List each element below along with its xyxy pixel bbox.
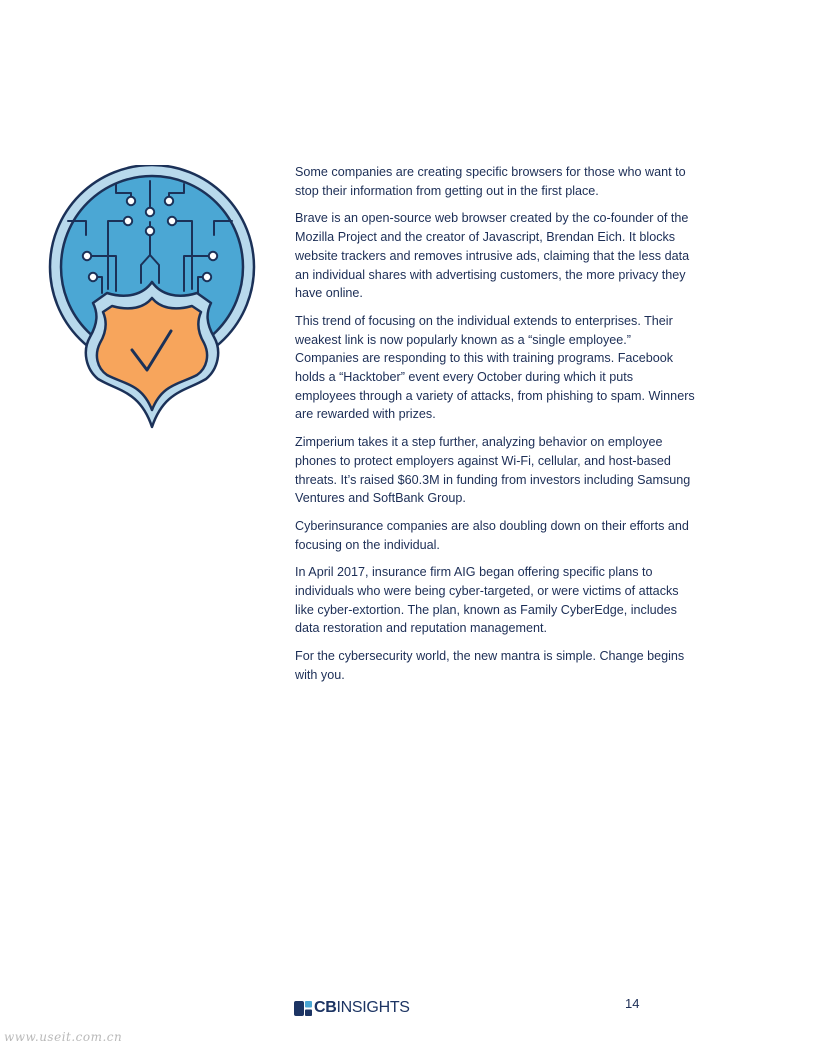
watermark: www.useit.com.cn — [4, 1030, 123, 1044]
logo-wordmark — [314, 999, 410, 1017]
paragraph: Some companies are creating specific browsers for those who want to stop their information from getting out in the first place. — [295, 165, 686, 198]
paragraph: This trend of focusing on the individual extends to enterprises. Their weakest link is now popularly known as a “single employee.” Companies are responding to this with training programs. Facebook holds a “Hacktober” event every October during which it puts employees through a variety of attacks, from phishing to spam. Winners are rewarded with prizes. — [295, 313, 695, 422]
cb-insights-logo — [294, 998, 410, 1018]
logo-wordmark-bold: CB — [314, 999, 337, 1016]
shield-circuit-checkmark-icon — [46, 165, 258, 433]
page-number: 14 — [625, 996, 640, 1011]
paragraph: Zimperium takes it a step further, analyzing behavior on employee phones to protect employers against Wi-Fi, cellular, and host-based threats. It’s raised $60.3M in funding from investors including Samsung Ventures and SoftBank Group. — [295, 435, 691, 506]
paragraph: In April 2017, insurance firm AIG began offering specific plans to individuals who were being cyber-targeted, or were victims of attacks like cyber-extortion. The plan, known as Family CyberEdge, includes data restoration and reputation management. — [295, 565, 679, 636]
shield-circuit-illustration — [46, 165, 258, 433]
paragraph: Cyberinsurance companies are also doubling down on their efforts and focusing on the individual. — [295, 518, 689, 552]
paragraph: Brave is an open-source web browser created by the co-founder of the Mozilla Project and the creator of Javascript, Brendan Eich. It blocks website trackers and removes intrusive ads, claiming that the less data an individual shares with advertising customers, the more privacy they have online. — [295, 211, 690, 301]
cb-insights-logo-icon — [294, 1001, 312, 1016]
article-body — [295, 163, 695, 694]
paragraph: For the cybersecurity world, the new mantra is simple. Change begins with you. — [295, 649, 685, 682]
logo-wordmark-regular: INSIGHTS — [336, 999, 410, 1016]
